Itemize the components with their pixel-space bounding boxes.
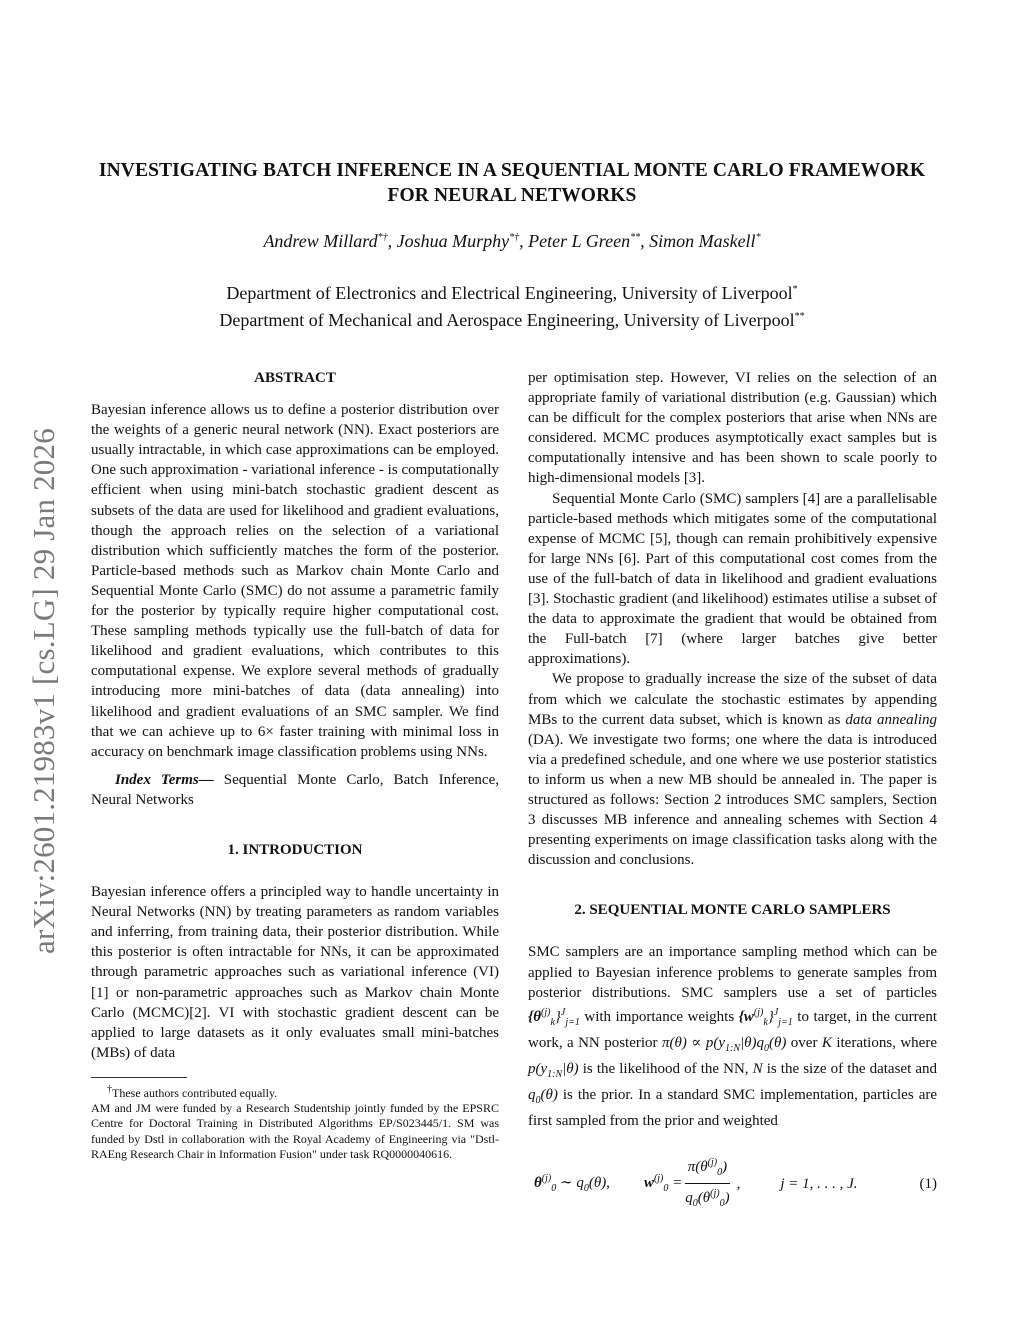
section-1-heading: 1. INTRODUCTION — [227, 841, 363, 858]
eq1-num-sub: 0 — [717, 1167, 723, 1179]
left-column — [91, 368, 499, 1162]
eq1-sim: ∼ q — [556, 1174, 584, 1191]
posterior-c: (θ) — [769, 1034, 787, 1051]
footnotes — [91, 1077, 499, 1162]
affiliations — [80, 278, 944, 332]
eq1-number: (1) — [919, 1175, 937, 1192]
smc-paragraph: Sequential Monte Carlo (SMC) samplers [4] are a parallelisable particle-based methods which mitigates some of the computational expense of MCMC [5], though can remain prohibitively expensive for large NNs [6]. Part of this computational cost comes from the use of the full-batch of data in likelihood and gradient evaluations [3]. Stochastic gradient (and likelihood) estimates utilise a subset of the data to approximate the gradient that would be obtained from the Full-batch [7] (where larger batches give better approximations). — [528, 490, 937, 668]
eq1-den-sup: (j) — [710, 1188, 720, 1200]
section-2-heading: 2. SEQUENTIAL MONTE CARLO SAMPLERS — [574, 902, 891, 919]
particles-sub: k — [550, 1016, 555, 1028]
likelihood-a: p(y — [528, 1060, 548, 1077]
weights-math — [738, 1006, 793, 1028]
eq1-den-c: ) — [724, 1190, 730, 1207]
author-4-mark: * — [755, 232, 761, 243]
footnote-2: AM and JM were funded by a Research Studentship jointly funded by the EPSRC Centre for Doctoral Training in Distributed Algorithms EP/S023445/1. SM was funded by Dstl in collaboration with the Royal Academy of Engineering via "Dstl-RAEng Research Chair in Information Fusion" under task RQ0000040616. — [91, 1101, 499, 1161]
s2-text-d: over — [786, 1034, 822, 1051]
section-1-text: Bayesian inference offers a principled way to handle uncertainty in Neural Networks (NN) by treating parameters as random variables and inferring, from training data, their posterior distribution. While this posterior is often intractable for NNs, it can be approximated through parametric approaches such as variational inference (VI) [1] or non-parametric approaches such as Markov chain Monte Carlo (MCMC)[2]. VI with stochastic gradient descent can be applied to large datasets as it only evaluates small mini-batches (MBs) of data — [91, 884, 499, 1061]
affiliation-1 — [80, 278, 944, 305]
likelihood-b: |θ) — [562, 1060, 579, 1077]
weights-sub: k — [763, 1016, 768, 1028]
eq1-w: w — [643, 1174, 654, 1191]
footnote-1-mark: † — [107, 1083, 112, 1095]
index-terms-label: Index Terms— — [115, 771, 214, 788]
footnote-1-text: These authors contributed equally. — [112, 1085, 278, 1100]
n-symbol: N — [752, 1060, 763, 1077]
affiliation-2 — [80, 305, 944, 332]
author-3-mark: ** — [630, 232, 641, 243]
eq1-fraction — [682, 1153, 732, 1214]
eq1-numerator — [685, 1153, 730, 1184]
weights-range-sub: j=1 — [778, 1016, 793, 1028]
posterior-b: |θ)q — [740, 1034, 764, 1051]
eq1-w-sub: 0 — [663, 1182, 669, 1194]
s2-text-a: SMC samplers are an importance sampling method which can be applied to Bayesian inference problems to generate samples from posterior distributions. SMC samplers use a set of particles — [528, 944, 937, 1001]
s2-text-g: is the size of the dataset and — [762, 1060, 937, 1077]
eq1-num-a: π(θ — [687, 1159, 708, 1176]
s2-text-b: with importance weights — [579, 1008, 739, 1025]
particles-range-sub: j=1 — [565, 1016, 580, 1028]
k-symbol: K — [821, 1034, 832, 1051]
affiliation-2-text: Department of Mechanical and Aerospace Engineering, University of Liverpool — [219, 310, 795, 330]
eq1-num-sup: (j) — [707, 1157, 718, 1169]
prior-math — [528, 1087, 558, 1106]
particles-sup: (j) — [541, 1006, 551, 1018]
eq1-comma: , — [736, 1175, 741, 1192]
author-1: Andrew Millard — [263, 231, 378, 251]
footnote-rule — [91, 1077, 187, 1078]
posterior-math — [661, 1034, 787, 1054]
abstract-heading: ABSTRACT — [254, 370, 336, 386]
eq1-theta: θ — [534, 1174, 542, 1191]
eq1-range: j = 1, . . . , J. — [780, 1175, 858, 1192]
footnote-1 — [91, 1082, 499, 1101]
prior-q: q — [528, 1087, 536, 1103]
eq1-equals: = — [668, 1174, 683, 1191]
paper-title — [80, 158, 944, 208]
title-line-1: INVESTIGATING BATCH INFERENCE IN A SEQUENTIAL MONTE CARLO FRAMEWORK — [98, 160, 926, 181]
posterior-sub: 1:N — [725, 1042, 740, 1054]
weights-sup: (j) — [753, 1006, 764, 1018]
prior-b: (θ) — [540, 1087, 558, 1103]
s2-text-f: is the likelihood of the NN, — [578, 1060, 753, 1077]
likelihood-math — [528, 1060, 579, 1080]
particles-math — [528, 1006, 580, 1028]
s2-text-e: iterations, where — [831, 1034, 937, 1051]
eq1-den-q: q — [685, 1190, 693, 1207]
author-2-mark: *† — [509, 232, 520, 243]
author-3: Peter L Green — [528, 231, 631, 251]
eq1-lhs — [534, 1169, 610, 1199]
author-4: Simon Maskell — [649, 231, 756, 251]
equation-1 — [528, 1153, 937, 1214]
eq1-denominator — [682, 1184, 732, 1214]
proposal-text-b: (DA). We investigate two forms; one where the data is introduced via a predefined schedule, and one where we use posterior statistics to inform us when a new MB should be annealed in. The paper is structured as follows: Section 2 introduces SMC samplers, Section 3 discusses MB inference and annealing schemes with Section 4 presenting experiments on image classification tasks along with the discussion and conclusions. — [528, 731, 937, 869]
posterior-sub2: 0 — [764, 1042, 769, 1054]
title-line-2: FOR NEURAL NETWORKS — [387, 185, 637, 206]
particles-theta: {θ — [528, 1008, 542, 1025]
index-terms-text: Sequential Monte Carlo, Batch Inference, Neural Networks — [91, 771, 499, 808]
proposal-paragraph — [528, 669, 937, 870]
affiliation-1-text: Department of Electronics and Electrical Engineering, University of Liverpool — [226, 283, 793, 303]
eq1-w-sup: (j) — [653, 1172, 664, 1184]
posterior-a: π(θ) ∝ p(y — [661, 1034, 725, 1051]
eq1-theta-sub: 0 — [551, 1182, 557, 1194]
eq1-sim-b: (θ), — [588, 1174, 610, 1191]
index-terms — [91, 770, 499, 810]
author-list: Andrew Millard*†, Joshua Murphy*†, Peter L Green**, Simon Maskell* — [263, 231, 761, 251]
likelihood-sub: 1:N — [547, 1068, 563, 1080]
right-column — [528, 368, 937, 1214]
eq1-weight — [644, 1169, 682, 1199]
abstract-text: Bayesian inference allows us to define a posterior distribution over the weights of a generic neural network (NN). Exact posteriors are usually intractable, in which case approximations can be employed. One such approximation - variational inference - is computationally efficient when using mini-batch stochastic gradient descent as subsets of the data are used for likelihood and gradient evaluations, though the approach relies on the selection of a variational distribution which sufficiently matches the form of the posterior. Particle-based methods such as Markov chain Monte Carlo and Sequential Monte Carlo (SMC) do not assume a parametric family for the posterior by typically require higher computational cost. These sampling methods typically use the full-batch of data for likelihood and gradient evaluations, which contributes to this computational expense. We explore several methods of gradually introducing more mini-batches of data (data annealing) into likelihood and gradient evaluations of an SMC sampler. We find that we can achieve up to 6× faster training with minimal loss in accuracy on benchmark image classification problems using NNs. — [91, 402, 499, 760]
eq1-den-b: (θ — [697, 1190, 711, 1207]
weights-range-sup: J — [773, 1006, 779, 1018]
eq1-den-sub2: 0 — [719, 1198, 725, 1210]
weights-w: {w — [738, 1008, 754, 1025]
arxiv-identifier-stamp: arXiv:2601.21983v1 [cs.LG] 29 Jan 2026 — [26, 428, 61, 954]
weights-close: } — [767, 1008, 774, 1025]
section-2-paragraph — [528, 942, 937, 1131]
eq1-num-b: ) — [722, 1159, 728, 1176]
author-2: Joshua Murphy — [396, 231, 510, 251]
particles-close: } — [554, 1008, 561, 1025]
prior-sub: 0 — [535, 1095, 541, 1106]
eq1-sim-sub: 0 — [583, 1182, 589, 1194]
intro-continued-paragraph: per optimisation step. However, VI relies on the selection of an appropriate family of variational distribution (e.g. Gaussian) which can be difficult for the complex posteriors that arise when NNs are considered. MCMC produces asymptotically exact samples but is computationally intensive and has been shown to scale poorly to high-dimensional models [3]. — [528, 370, 937, 487]
proposal-text-a: We propose to gradually increase the size of the subset of data from which we calculate the stochastic estimates by appending MBs to the current data subset, which is known as — [528, 671, 937, 728]
proposal-emphasis: data annealing — [845, 711, 937, 728]
author-1-mark: *† — [377, 232, 388, 243]
s2-text-h: is the prior. In a standard SMC implementation, particles are first sampled from the prior and weighted — [528, 1087, 937, 1130]
eq1-den-sub: 0 — [692, 1198, 698, 1210]
s2-text-c: to target, in the current work, a NN posterior — [528, 1008, 937, 1051]
affiliation-1-mark: * — [792, 284, 798, 295]
eq1-theta-sup: (j) — [541, 1172, 552, 1184]
particles-range-sup: J — [560, 1006, 566, 1018]
affiliation-2-mark: ** — [794, 311, 805, 322]
